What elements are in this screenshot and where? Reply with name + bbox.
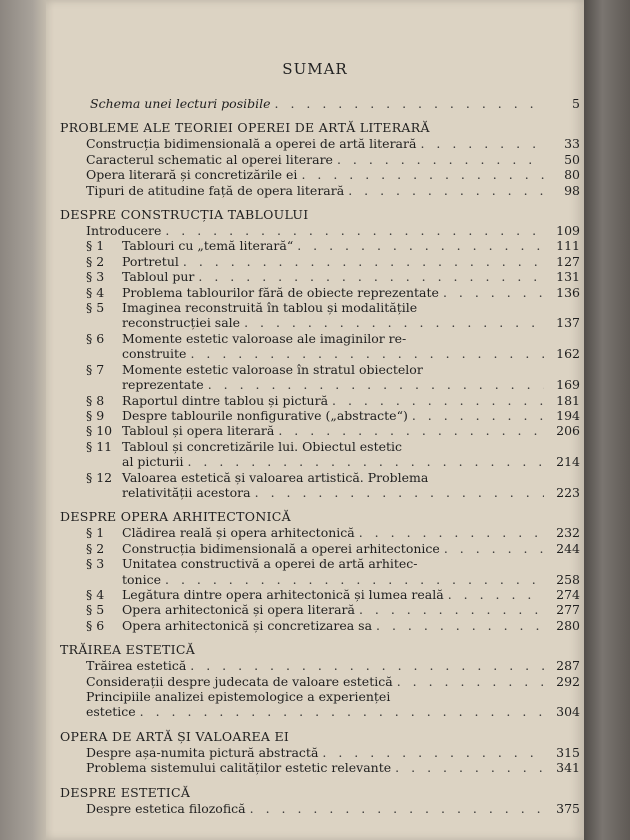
toc-entry-intro bbox=[90, 96, 580, 111]
section-number: § 9 bbox=[86, 407, 105, 423]
toc-entry bbox=[86, 470, 580, 501]
dot-leader bbox=[420, 136, 544, 151]
toc-entry-label: Principiile analizei epistemologice a experienței bbox=[86, 689, 391, 704]
left-page-edge bbox=[0, 0, 46, 840]
toc-entry-line bbox=[86, 300, 580, 315]
dot-leader bbox=[412, 408, 544, 423]
toc-entry-label: Portretul bbox=[122, 253, 179, 269]
toc-entry-label-cont: reconstrucției sale bbox=[122, 315, 241, 331]
toc-page-number: 109 bbox=[556, 223, 580, 239]
toc-page-number: 304 bbox=[556, 704, 580, 720]
section-number: § 2 bbox=[86, 540, 105, 556]
toc-page-number: 206 bbox=[556, 423, 580, 439]
toc-entry bbox=[86, 167, 580, 182]
toc-entry-continuation bbox=[122, 485, 580, 500]
toc-page-number: 111 bbox=[556, 238, 580, 254]
section-number: § 6 bbox=[86, 617, 105, 633]
toc-section bbox=[60, 785, 580, 816]
section-heading: DESPRE ESTETICĂ bbox=[60, 784, 191, 800]
dot-leader bbox=[376, 618, 544, 633]
toc-page-number: 33 bbox=[564, 136, 580, 152]
dot-leader bbox=[208, 377, 544, 392]
toc-page-number: 137 bbox=[556, 315, 580, 331]
toc-entry-label: Despre așa-numita pictură abstractă bbox=[86, 744, 319, 760]
toc-page-number: 80 bbox=[564, 167, 580, 183]
toc-entry-label: Tabloul pur bbox=[122, 269, 195, 285]
section-number: § 12 bbox=[86, 469, 113, 485]
toc-section bbox=[60, 120, 580, 198]
toc-entry bbox=[86, 658, 580, 673]
toc-entry bbox=[86, 439, 580, 470]
toc-entry bbox=[86, 423, 580, 438]
toc-entry bbox=[86, 674, 580, 689]
toc-entry bbox=[86, 136, 580, 151]
toc-entry-line bbox=[86, 269, 580, 284]
toc-entry bbox=[86, 689, 580, 720]
toc-entry-line bbox=[86, 393, 580, 408]
section-heading: TRĂIREA ESTETICĂ bbox=[60, 642, 196, 658]
section-heading: DESPRE CONSTRUCȚIA TABLOULUI bbox=[60, 207, 309, 223]
toc-entry-label: Trăirea estetică bbox=[86, 658, 187, 674]
toc-page-number: 280 bbox=[556, 617, 580, 633]
section-number: § 10 bbox=[86, 423, 113, 439]
toc-entry bbox=[86, 801, 580, 816]
toc-entry-label: Caracterul schematic al operei literare bbox=[86, 151, 333, 167]
section-number: § 11 bbox=[86, 438, 113, 454]
section-heading: DESPRE OPERA ARHITECTONICĂ bbox=[60, 509, 291, 525]
toc-page-number: 287 bbox=[556, 658, 580, 674]
toc-page-number: 277 bbox=[556, 602, 580, 618]
dot-leader bbox=[443, 285, 544, 300]
toc-entry bbox=[86, 152, 580, 167]
toc-page-number: 244 bbox=[556, 540, 580, 556]
toc-entry-line bbox=[86, 238, 580, 253]
toc-entry-label: Problema tablourilor fără de obiecte reprezentate bbox=[122, 284, 439, 300]
toc-entry-line bbox=[86, 689, 580, 704]
toc-entry bbox=[86, 556, 580, 587]
toc-entry-continuation bbox=[122, 572, 580, 587]
dot-leader bbox=[301, 167, 544, 182]
dot-leader bbox=[275, 96, 544, 111]
toc-entry-label: Considerații despre judecata de valoare estetică bbox=[86, 673, 393, 689]
toc-entry-line bbox=[86, 285, 580, 300]
dot-leader bbox=[187, 454, 544, 469]
toc-entry bbox=[86, 541, 580, 556]
toc-entry-label: Construcția bidimensională a operei de artă literară bbox=[86, 136, 417, 152]
dot-leader bbox=[165, 223, 544, 238]
toc-entry bbox=[86, 285, 580, 300]
toc-entry bbox=[86, 525, 580, 540]
toc-entry-label: Unitatea constructivă a operei de artă arhitec- bbox=[122, 556, 418, 572]
section-number: § 4 bbox=[86, 586, 105, 602]
toc-page-number: 274 bbox=[556, 586, 580, 602]
toc-entry-label: Clădirea reală și opera arhitectonică bbox=[122, 525, 355, 541]
section-number: § 8 bbox=[86, 392, 105, 408]
toc-entry-line bbox=[86, 408, 580, 423]
toc-entry-label: Problema sistemului calităților estetic relevante bbox=[86, 760, 392, 776]
toc-page-number: 181 bbox=[556, 392, 580, 408]
section-number: § 2 bbox=[86, 253, 105, 269]
toc-page-number: 341 bbox=[556, 760, 580, 776]
toc-page-number: 194 bbox=[556, 407, 580, 423]
toc-page-number: 258 bbox=[556, 571, 580, 587]
toc-entry-label: Legătura dintre opera arhitectonică și lumea reală bbox=[122, 586, 444, 602]
toc-entry-label: Opera arhitectonică și opera literară bbox=[122, 602, 355, 618]
dot-leader bbox=[190, 658, 544, 673]
toc-entry-line bbox=[86, 760, 580, 775]
toc-entry-line bbox=[86, 618, 580, 633]
toc-entry-line bbox=[86, 556, 580, 571]
toc-entry-label: Opera arhitectonică și concretizarea sa bbox=[122, 617, 373, 633]
toc-entry bbox=[86, 760, 580, 775]
toc-section bbox=[60, 509, 580, 633]
toc-entry-label: Momente estetic valoroase în stratul obiectelor bbox=[122, 361, 423, 377]
dot-leader bbox=[278, 423, 544, 438]
toc-entry-line bbox=[86, 183, 580, 198]
table-of-contents bbox=[60, 96, 580, 816]
toc-page-number: 375 bbox=[556, 800, 580, 816]
toc-entry-line bbox=[86, 674, 580, 689]
toc-page-number: 131 bbox=[556, 269, 580, 285]
toc-entry-line bbox=[86, 223, 580, 238]
section-number: § 3 bbox=[86, 269, 105, 285]
toc-entry bbox=[86, 331, 580, 362]
right-page-edge bbox=[584, 0, 630, 840]
dot-leader bbox=[359, 525, 544, 540]
dot-leader bbox=[395, 760, 544, 775]
toc-entry bbox=[86, 238, 580, 253]
toc-entry bbox=[86, 254, 580, 269]
section-number: § 4 bbox=[86, 284, 105, 300]
toc-entry bbox=[86, 602, 580, 617]
toc-entry-line bbox=[86, 541, 580, 556]
toc-page-number: 214 bbox=[556, 454, 580, 470]
section-heading: OPERA DE ARTĂ ȘI VALOAREA EI bbox=[60, 728, 290, 744]
section-heading: PROBLEME ALE TEORIEI OPEREI DE ARTĂ LITERARĂ bbox=[60, 120, 430, 136]
section-number: § 3 bbox=[86, 556, 105, 572]
toc-page-number: 162 bbox=[556, 346, 580, 362]
toc-entry bbox=[86, 587, 580, 602]
toc-page-number: 127 bbox=[556, 253, 580, 269]
section-number: § 6 bbox=[86, 330, 105, 346]
toc-entry-continuation bbox=[122, 454, 580, 469]
dot-leader bbox=[198, 269, 544, 284]
toc-entry bbox=[86, 269, 580, 284]
toc-entry-label-cont: tonice bbox=[122, 571, 161, 587]
toc-entry-line bbox=[86, 439, 580, 454]
section-number: § 5 bbox=[86, 602, 105, 618]
toc-entry-line bbox=[86, 331, 580, 346]
dot-leader bbox=[165, 572, 544, 587]
toc-entry-line bbox=[86, 587, 580, 602]
toc-entry-label-cont: reprezentate bbox=[122, 377, 204, 393]
section-number: § 1 bbox=[86, 525, 105, 541]
toc-page-number: 98 bbox=[564, 182, 580, 198]
toc-entry-label: Imaginea reconstruită în tablou și modalitățile bbox=[122, 300, 418, 316]
toc-entry-continuation bbox=[122, 377, 580, 392]
toc-entry-line bbox=[86, 136, 580, 151]
toc-entry-label: Valoarea estetică și valoarea artistică. Problema bbox=[122, 469, 429, 485]
toc-entry-label: Raportul dintre tablou și pictură bbox=[122, 392, 329, 408]
toc-entry-line bbox=[86, 602, 580, 617]
toc-section bbox=[60, 729, 580, 776]
toc-entry-label-cont: al picturii bbox=[122, 454, 184, 470]
toc-entry bbox=[86, 618, 580, 633]
toc-entry-continuation bbox=[86, 704, 580, 719]
toc-entry-line bbox=[86, 801, 580, 816]
toc-page-number: 169 bbox=[556, 377, 580, 393]
dot-leader bbox=[332, 393, 544, 408]
dot-leader bbox=[190, 346, 544, 361]
dot-leader bbox=[297, 238, 544, 253]
dot-leader bbox=[140, 704, 544, 719]
toc-entry-continuation bbox=[122, 346, 580, 361]
toc-entry-label-cont: relativității acestora bbox=[122, 484, 251, 500]
toc-entry bbox=[86, 408, 580, 423]
section-number: § 1 bbox=[86, 238, 105, 254]
toc-entry-line bbox=[86, 470, 580, 485]
toc-entry-label: Tipuri de atitudine față de opera literară bbox=[86, 182, 345, 198]
toc-entry-line bbox=[86, 745, 580, 760]
toc-entry bbox=[86, 300, 580, 331]
toc-page-number: 5 bbox=[572, 96, 580, 111]
toc-entry-line bbox=[86, 423, 580, 438]
toc-entry-label: Tabloul și concretizările lui. Obiectul estetic bbox=[122, 438, 403, 454]
toc-entry-line bbox=[86, 525, 580, 540]
toc-entry-line bbox=[86, 152, 580, 167]
section-number: § 7 bbox=[86, 361, 105, 377]
toc-entry-label: Despre estetica filozofică bbox=[86, 800, 246, 816]
dot-leader bbox=[337, 152, 544, 167]
toc-entry-line bbox=[86, 362, 580, 377]
toc-entry-label: Tablouri cu „temă literară“ bbox=[122, 238, 294, 254]
dot-leader bbox=[322, 745, 544, 760]
dot-leader bbox=[348, 183, 544, 198]
toc-entry bbox=[86, 362, 580, 393]
toc-page-number: 136 bbox=[556, 284, 580, 300]
toc-entry bbox=[86, 183, 580, 198]
page-title: SUMAR bbox=[282, 60, 348, 78]
toc-page-number: 223 bbox=[556, 484, 580, 500]
toc-entry-continuation bbox=[122, 315, 580, 330]
toc-page-number: 232 bbox=[556, 525, 580, 541]
toc-entry-label-cont: estetice bbox=[86, 704, 136, 720]
toc-entry-label: Momente estetic valoroase ale imaginilor re- bbox=[122, 330, 407, 346]
toc-page-number: 315 bbox=[556, 744, 580, 760]
toc-page-number: 292 bbox=[556, 673, 580, 689]
toc-entry-label-cont: construite bbox=[122, 346, 187, 362]
toc-page-number: 50 bbox=[564, 151, 580, 167]
dot-leader bbox=[244, 315, 544, 330]
toc-section bbox=[60, 207, 580, 500]
toc-entry-label: Schema unei lecturi posibile bbox=[90, 96, 271, 111]
toc-entry-label: Despre tablourile nonfigurative („abstracte“) bbox=[122, 407, 408, 423]
toc-entry-label: Opera literară și concretizările ei bbox=[86, 167, 298, 183]
dot-leader bbox=[397, 674, 544, 689]
dot-leader bbox=[183, 254, 544, 269]
toc-entry-label: Construcția bidimensională a operei arhitectonice bbox=[122, 540, 440, 556]
toc-entry bbox=[86, 223, 580, 238]
dot-leader bbox=[359, 602, 544, 617]
toc-entry-line bbox=[86, 254, 580, 269]
toc-entry-line bbox=[86, 658, 580, 673]
section-number: § 5 bbox=[86, 300, 105, 316]
toc-section bbox=[60, 642, 580, 720]
toc-entry-line bbox=[86, 167, 580, 182]
toc-entry bbox=[86, 393, 580, 408]
dot-leader bbox=[255, 485, 544, 500]
toc-entry-label: Tabloul și opera literară bbox=[122, 423, 275, 439]
toc-entry bbox=[86, 745, 580, 760]
toc-entry-label: Introducere bbox=[86, 223, 162, 239]
dot-leader bbox=[444, 541, 544, 556]
dot-leader bbox=[448, 587, 544, 602]
dot-leader bbox=[250, 801, 544, 816]
